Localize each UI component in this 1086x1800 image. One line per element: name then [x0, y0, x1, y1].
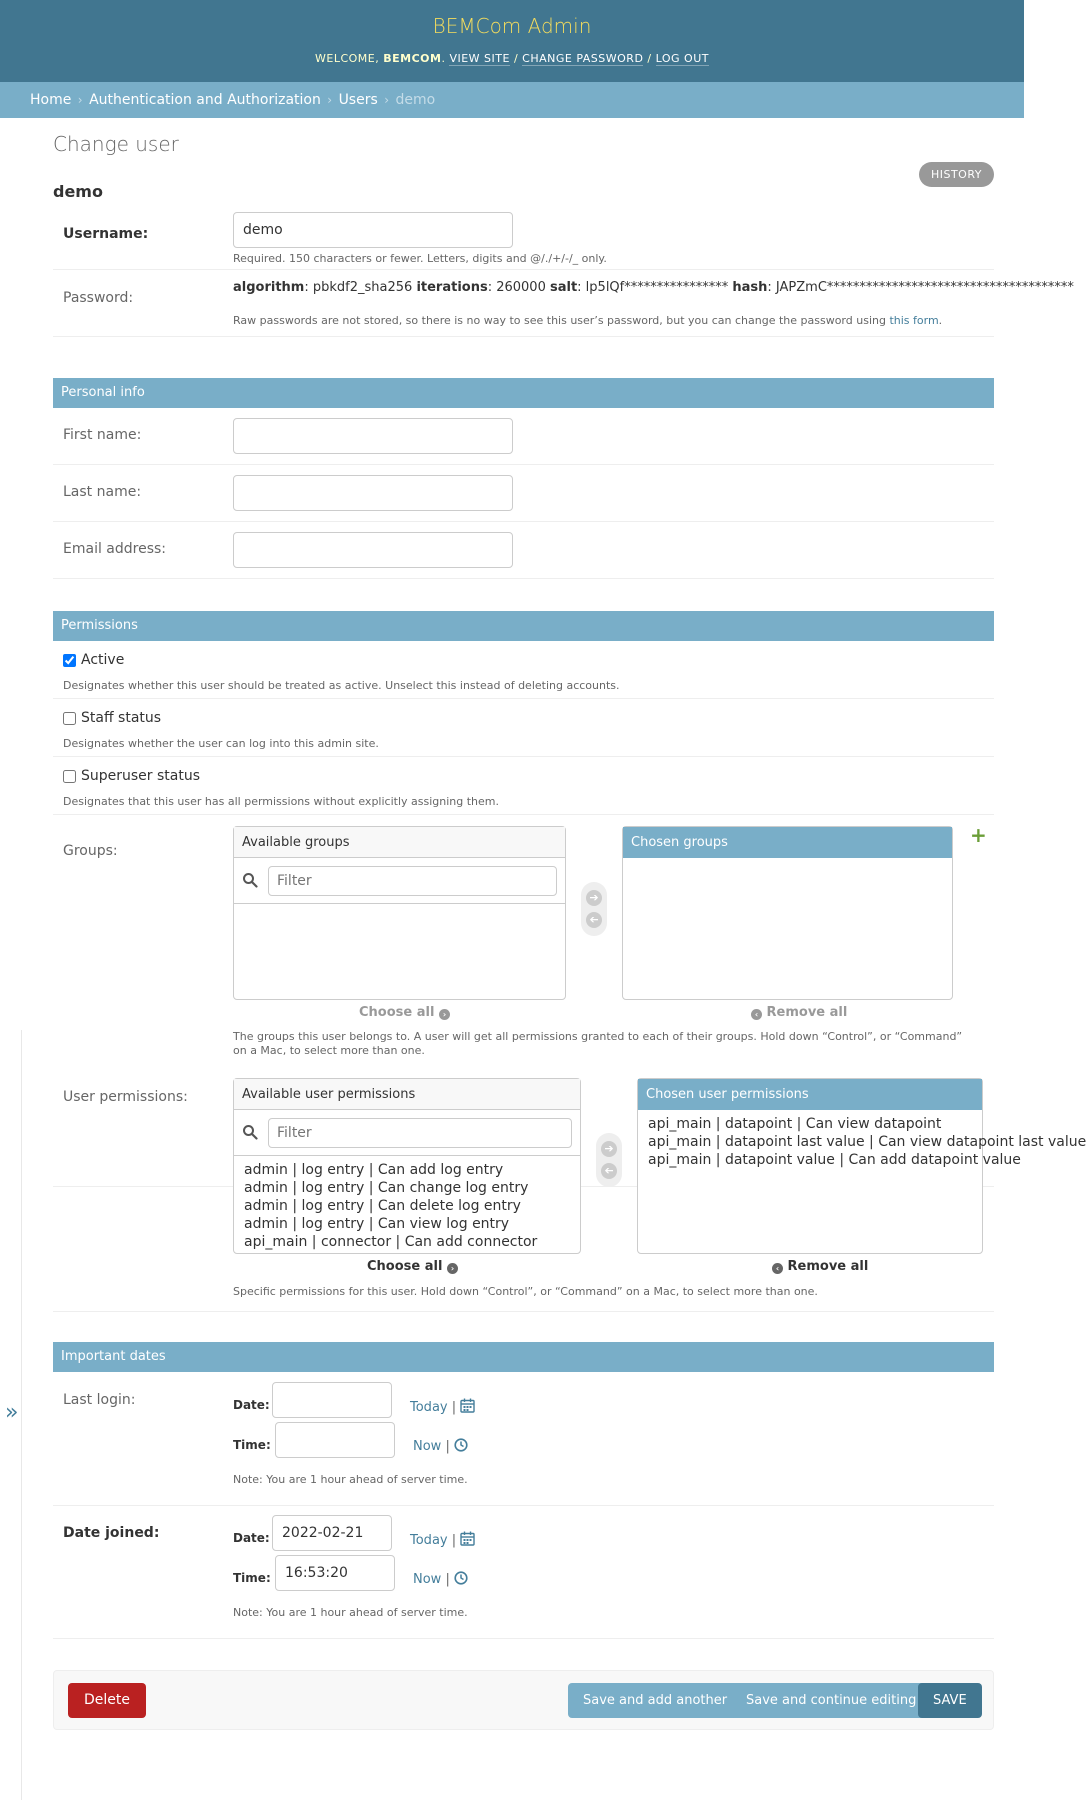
permissions-filter-input[interactable] [268, 1118, 572, 1148]
breadcrumb-auth[interactable]: Authentication and Authorization [89, 92, 321, 108]
staff-row [53, 699, 994, 757]
available-groups-box [233, 826, 566, 1000]
groups-label: Groups: [63, 843, 118, 859]
date-joined-tz-note: Note: You are 1 hour ahead of server time. [233, 1606, 468, 1619]
date-joined-date-label: Date: [233, 1531, 270, 1545]
chevron-right-icon: › [439, 1009, 450, 1020]
today-link[interactable]: Today [410, 1533, 448, 1548]
staff-help: Designates whether the user can log into this admin site. [63, 737, 379, 750]
username-row [53, 212, 994, 270]
email-row [53, 522, 994, 579]
save-and-continue-button[interactable]: Save and continue editing [731, 1683, 931, 1718]
change-password-form-link[interactable]: this form [889, 314, 939, 327]
now-link[interactable]: Now [413, 1572, 442, 1587]
user-tools: WELCOME, BEMCOM. VIEW SITE / CHANGE PASSWORD / LOG OUT [315, 52, 709, 65]
save-button[interactable]: SAVE [918, 1683, 982, 1718]
object-name: demo [53, 182, 103, 201]
superuser-checkbox[interactable] [63, 770, 76, 783]
breadcrumb: Home › Authentication and Authorization › Users › demo [0, 82, 1024, 118]
remove-group-arrow-icon[interactable]: ➔ [586, 912, 602, 928]
date-joined-row [53, 1506, 994, 1639]
last-login-time-input[interactable] [275, 1422, 395, 1458]
clock-icon[interactable] [454, 1438, 468, 1452]
last-login-date-input[interactable] [272, 1382, 392, 1418]
permission-option[interactable]: admin | log entry | Can view log entry [244, 1216, 510, 1232]
delete-button[interactable]: Delete [68, 1683, 146, 1718]
chevron-left-icon: ‹ [751, 1009, 762, 1020]
permissions-move-buttons [596, 1133, 622, 1187]
first-name-label: First name: [63, 427, 142, 443]
superuser-help: Designates that this user has all permissions without explicitly assigning them. [63, 795, 499, 808]
remove-all-permissions[interactable]: ‹ Remove all [772, 1259, 868, 1274]
today-link[interactable]: Today [410, 1400, 448, 1415]
chosen-groups-title: Chosen groups [623, 827, 952, 858]
breadcrumb-home[interactable]: Home [30, 92, 72, 108]
breadcrumb-current: demo [395, 92, 436, 108]
active-row [53, 641, 994, 699]
username-input[interactable] [233, 212, 513, 248]
active-checkbox[interactable] [63, 654, 76, 667]
first-name-input[interactable] [233, 418, 513, 454]
last-login-time-shortcuts: Now | [413, 1438, 468, 1454]
user-permissions-label: User permissions: [63, 1089, 188, 1105]
remove-all-groups[interactable]: ‹ Remove all [751, 1005, 847, 1020]
permission-option[interactable]: api_main | connector | Can add connector [244, 1234, 538, 1250]
chevron-left-icon: ‹ [772, 1263, 783, 1274]
log-out-link[interactable]: LOG OUT [655, 52, 709, 65]
permissions-heading: Permissions [53, 611, 994, 641]
groups-move-buttons [581, 882, 607, 936]
nav-sidebar-divider [21, 1030, 22, 1800]
groups-filter [234, 858, 565, 904]
chosen-permission-option[interactable]: api_main | datapoint | Can view datapoint [648, 1116, 942, 1132]
chosen-permission-option[interactable]: api_main | datapoint last value | Can view datapoint last value [648, 1134, 1086, 1150]
add-permission-arrow-icon[interactable]: ➔ [601, 1141, 617, 1157]
last-login-time-label: Time: [233, 1438, 271, 1452]
last-login-date-shortcuts: Today | [410, 1398, 475, 1415]
calendar-icon[interactable] [460, 1531, 475, 1546]
password-row [53, 270, 1074, 337]
last-login-tz-note: Note: You are 1 hour ahead of server time. [233, 1473, 468, 1486]
chosen-permissions-title: Chosen user permissions [638, 1079, 982, 1110]
search-icon [242, 1124, 258, 1140]
now-link[interactable]: Now [413, 1439, 442, 1454]
email-label: Email address: [63, 541, 167, 557]
current-username: BEMCOM [383, 52, 442, 65]
date-joined-date-input[interactable] [272, 1515, 392, 1551]
header [0, 0, 1024, 82]
important-dates-heading: Important dates [53, 1342, 994, 1372]
last-login-row [53, 1372, 994, 1506]
date-joined-time-shortcuts: Now | [413, 1571, 468, 1587]
username-help: Required. 150 characters or fewer. Letters, digits and @/./+/-/_ only. [233, 252, 607, 265]
permission-option[interactable]: admin | log entry | Can add log entry [244, 1162, 504, 1178]
first-name-row [53, 408, 994, 465]
permission-option[interactable]: admin | log entry | Can delete log entry [244, 1198, 521, 1214]
groups-help: The groups this user belongs to. A user will get all permissions granted to each of their groups. Hold down “Control”, or “Command” on a Mac, to select more than one. [233, 1030, 963, 1057]
last-login-date-label: Date: [233, 1398, 270, 1412]
available-permissions-list[interactable] [234, 1156, 580, 1256]
user-permissions-row [53, 1069, 1086, 1312]
groups-filter-input[interactable] [268, 866, 557, 896]
active-help: Designates whether this user should be treated as active. Unselect this instead of deleting accounts. [63, 679, 620, 692]
welcome-text: WELCOME, [315, 52, 380, 65]
calendar-icon[interactable] [460, 1398, 475, 1413]
remove-permission-arrow-icon[interactable]: ➔ [601, 1163, 617, 1179]
choose-all-permissions[interactable]: Choose all › [367, 1259, 458, 1274]
choose-all-groups[interactable]: Choose all › [359, 1005, 450, 1020]
password-label: Password: [63, 290, 134, 306]
search-icon [242, 872, 258, 888]
available-groups-title: Available groups [234, 827, 565, 858]
save-and-add-another-button[interactable]: Save and add another [568, 1683, 742, 1718]
password-summary: algorithm: pbkdf2_sha256 iterations: 260000 salt: lp5lQf**************** hash: JAPZmC************************************** [233, 280, 1074, 295]
add-group-arrow-icon[interactable]: ➔ [586, 890, 602, 906]
chosen-permissions-list[interactable] [638, 1110, 1086, 1174]
last-name-input[interactable] [233, 475, 513, 511]
site-brand[interactable]: BEMCom Admin [432, 14, 592, 38]
view-site-link[interactable]: VIEW SITE [449, 52, 510, 65]
last-name-label: Last name: [63, 484, 142, 500]
last-login-label: Last login: [63, 1392, 136, 1408]
active-label[interactable]: Active [81, 652, 125, 668]
date-joined-time-input[interactable] [275, 1555, 395, 1591]
chosen-groups-box [622, 826, 953, 1000]
username-label: Username: [63, 226, 149, 242]
superuser-row [53, 757, 994, 815]
date-joined-time-label: Time: [233, 1571, 271, 1585]
last-name-row [53, 465, 994, 522]
chevron-right-icon: › [447, 1263, 458, 1274]
breadcrumb-users[interactable]: Users [338, 92, 378, 108]
permissions-help: Specific permissions for this user. Hold down “Control”, or “Command” on a Mac, to select more than one. [233, 1285, 818, 1298]
chosen-permission-option[interactable]: api_main | datapoint value | Can add datapoint value [648, 1152, 1021, 1168]
history-button[interactable]: HISTORY [919, 162, 994, 187]
staff-label[interactable]: Staff status [81, 710, 162, 726]
permission-option[interactable]: admin | log entry | Can change log entry [244, 1180, 529, 1196]
available-permissions-box [233, 1078, 581, 1254]
superuser-label[interactable]: Superuser status [81, 768, 201, 784]
page-title: Change user [53, 132, 179, 156]
date-joined-date-shortcuts: Today | [410, 1531, 475, 1548]
permissions-filter [234, 1110, 580, 1156]
add-group-plus-icon[interactable]: + [970, 823, 987, 847]
clock-icon[interactable] [454, 1571, 468, 1585]
nav-sidebar-toggle[interactable]: » [5, 1400, 19, 1425]
chosen-permissions-box [637, 1078, 1086, 1254]
submit-row [53, 1670, 994, 1730]
personal-info-heading: Personal info [53, 378, 994, 408]
staff-checkbox[interactable] [63, 712, 76, 725]
change-password-link[interactable]: CHANGE PASSWORD [522, 52, 644, 65]
date-joined-label: Date joined: [63, 1525, 160, 1541]
email-input[interactable] [233, 532, 513, 568]
password-help: Raw passwords are not stored, so there is no way to see this user’s password, but you can change the password using this form. [233, 314, 943, 327]
available-permissions-title: Available user permissions [234, 1079, 580, 1110]
